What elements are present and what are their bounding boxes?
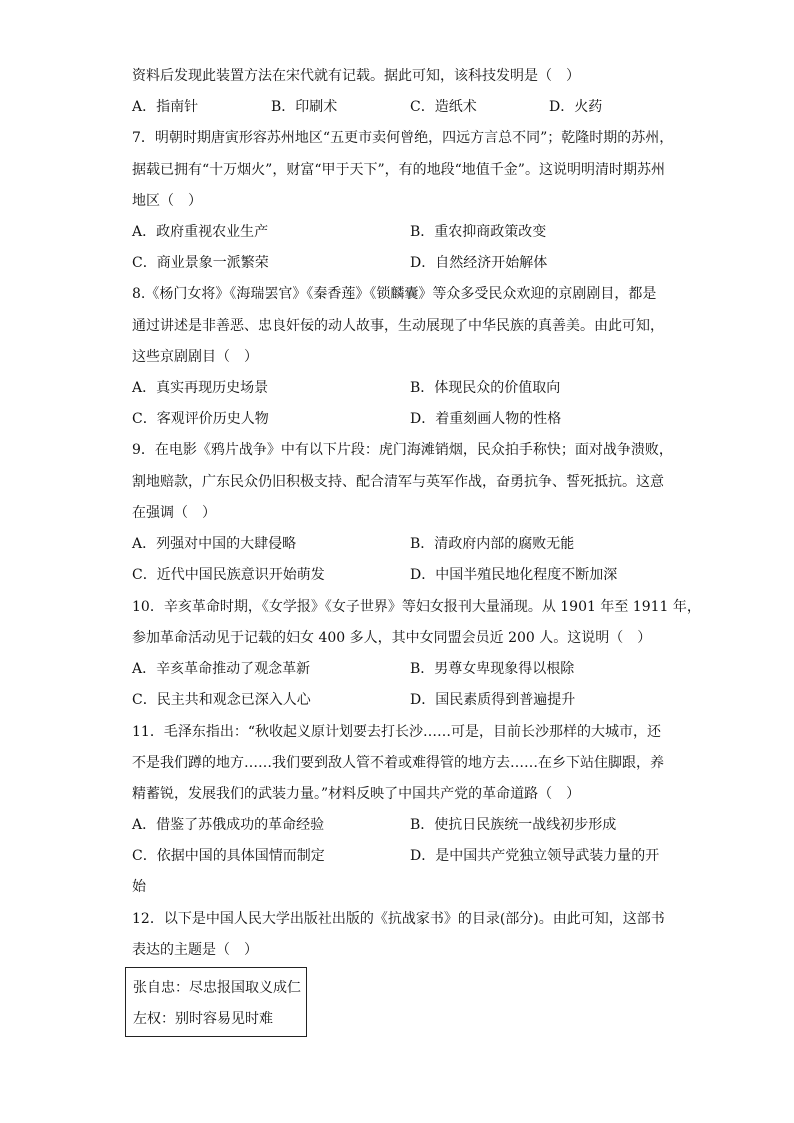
q11-stem-line: 不是我们蹲的地方……我们要到敌人管不着或难得管的地方去……在乡下站住脚跟，养 xyxy=(132,755,664,771)
q11-stem-line: 精蓄锐，发展我们的武装力量。”材料反映了中国共产党的革命道路（ ） xyxy=(132,786,581,802)
q9-option-b: B．清政府内部的腐败无能 xyxy=(410,536,575,552)
q7-option-d: D．自然经济开始解体 xyxy=(410,255,548,271)
q9-stem-line: 在强调（ ） xyxy=(132,505,216,521)
table-of-contents-box xyxy=(125,967,307,1037)
q10-option-a: A．辛亥革命推动了观念革新 xyxy=(132,661,311,677)
q6-stem-line: 资料后发现此装置方法在宋代就有记载。据此可知，该科技发明是（ ） xyxy=(132,68,580,84)
q10-option-c: C．民主共和观念已深入人心 xyxy=(132,692,311,708)
toc-row: 左权：别时容易见时难 xyxy=(133,1011,273,1027)
q7-option-c: C．商业景象一派繁荣 xyxy=(132,255,269,271)
q11-option-d: D．是中国共产党独立领导武装力量的开 xyxy=(410,848,660,864)
q10-stem-line: 10．辛亥革命时期，《女学报》《女子世界》等妇女报刊大量涌现。从 1901 年至 1911 年， xyxy=(132,599,701,615)
q10-option-d: D．国民素质得到普遍提升 xyxy=(410,692,576,708)
q9-stem-line: 割地赔款，广东民众仍旧积极支持、配合清军与英军作战，奋勇抗争、誓死抵抗。这意 xyxy=(132,474,664,490)
q8-option-a: A．真实再现历史场景 xyxy=(132,380,269,396)
q9-option-d: D．中国半殖民地化程度不断加深 xyxy=(410,567,618,583)
q6-option-c: C．造纸术 xyxy=(410,99,477,115)
q7-option-a: A．政府重视农业生产 xyxy=(132,224,269,240)
q12-stem-line: 表达的主题是（ ） xyxy=(132,942,258,958)
q8-stem-line: 通过讲述是非善恶、忠良奸佞的动人故事，生动展现了中华民族的真善美。由此可知， xyxy=(132,318,664,334)
q10-stem-line: 参加革命活动见于记载的妇女 400 多人，其中女同盟会员近 200 人。这说明（ ） xyxy=(132,630,652,646)
q8-stem-line: 8.《杨门女将》《海瑞罢官》《秦香莲》《锁麟囊》等众多受民众欢迎的京剧剧目，都是 xyxy=(132,286,657,302)
q6-option-d: D．火药 xyxy=(549,99,603,115)
q8-option-c: C．客观评价历史人物 xyxy=(132,411,269,427)
q11-option-c: C．依据中国的具体国情而制定 xyxy=(132,848,325,864)
q8-stem-line: 这些京剧剧目（ ） xyxy=(132,349,258,365)
q7-stem-line: 地区（ ） xyxy=(132,193,202,209)
q8-option-b: B．体现民众的价值取向 xyxy=(410,380,561,396)
q10-option-b: B．男尊女卑现象得以根除 xyxy=(410,661,575,677)
q8-option-d: D．着重刻画人物的性格 xyxy=(410,411,562,427)
q7-stem-line: 据载已拥有“十万烟火”，财富“甲于天下”，有的地段“地值千金”。这说明明清时期苏州 xyxy=(132,162,665,178)
q7-option-b: B．重农抑商政策改变 xyxy=(410,224,547,240)
q12-stem-line: 12．以下是中国人民大学出版社出版的《抗战家书》的目录(部分)。由此可知，这部书 xyxy=(132,911,665,927)
q11-option-d-wrap: 始 xyxy=(132,879,146,895)
q6-option-a: A．指南针 xyxy=(132,99,199,115)
q11-option-b: B．使抗日民族统一战线初步形成 xyxy=(410,817,617,833)
q11-stem-line: 11．毛泽东指出：“秋收起义原计划要去打长沙……可是，目前长沙那样的大城市，还 xyxy=(132,724,661,740)
q7-stem-line: 7．明朝时期唐寅形容苏州地区“五更市卖何曾绝，四远方言总不同”；乾隆时期的苏州， xyxy=(132,130,674,146)
toc-row: 张自忠：尽忠报国取义成仁 xyxy=(133,980,301,996)
q9-option-c: C．近代中国民族意识开始萌发 xyxy=(132,567,325,583)
q9-option-a: A．列强对中国的大肆侵略 xyxy=(132,536,297,552)
q9-stem-line: 9．在电影《鸦片战争》中有以下片段：虎门海滩销烟，民众拍手称快；面对战争溃败， xyxy=(132,442,673,458)
q6-option-b: B．印刷术 xyxy=(271,99,338,115)
q11-option-a: A．借鉴了苏俄成功的革命经验 xyxy=(132,817,325,833)
